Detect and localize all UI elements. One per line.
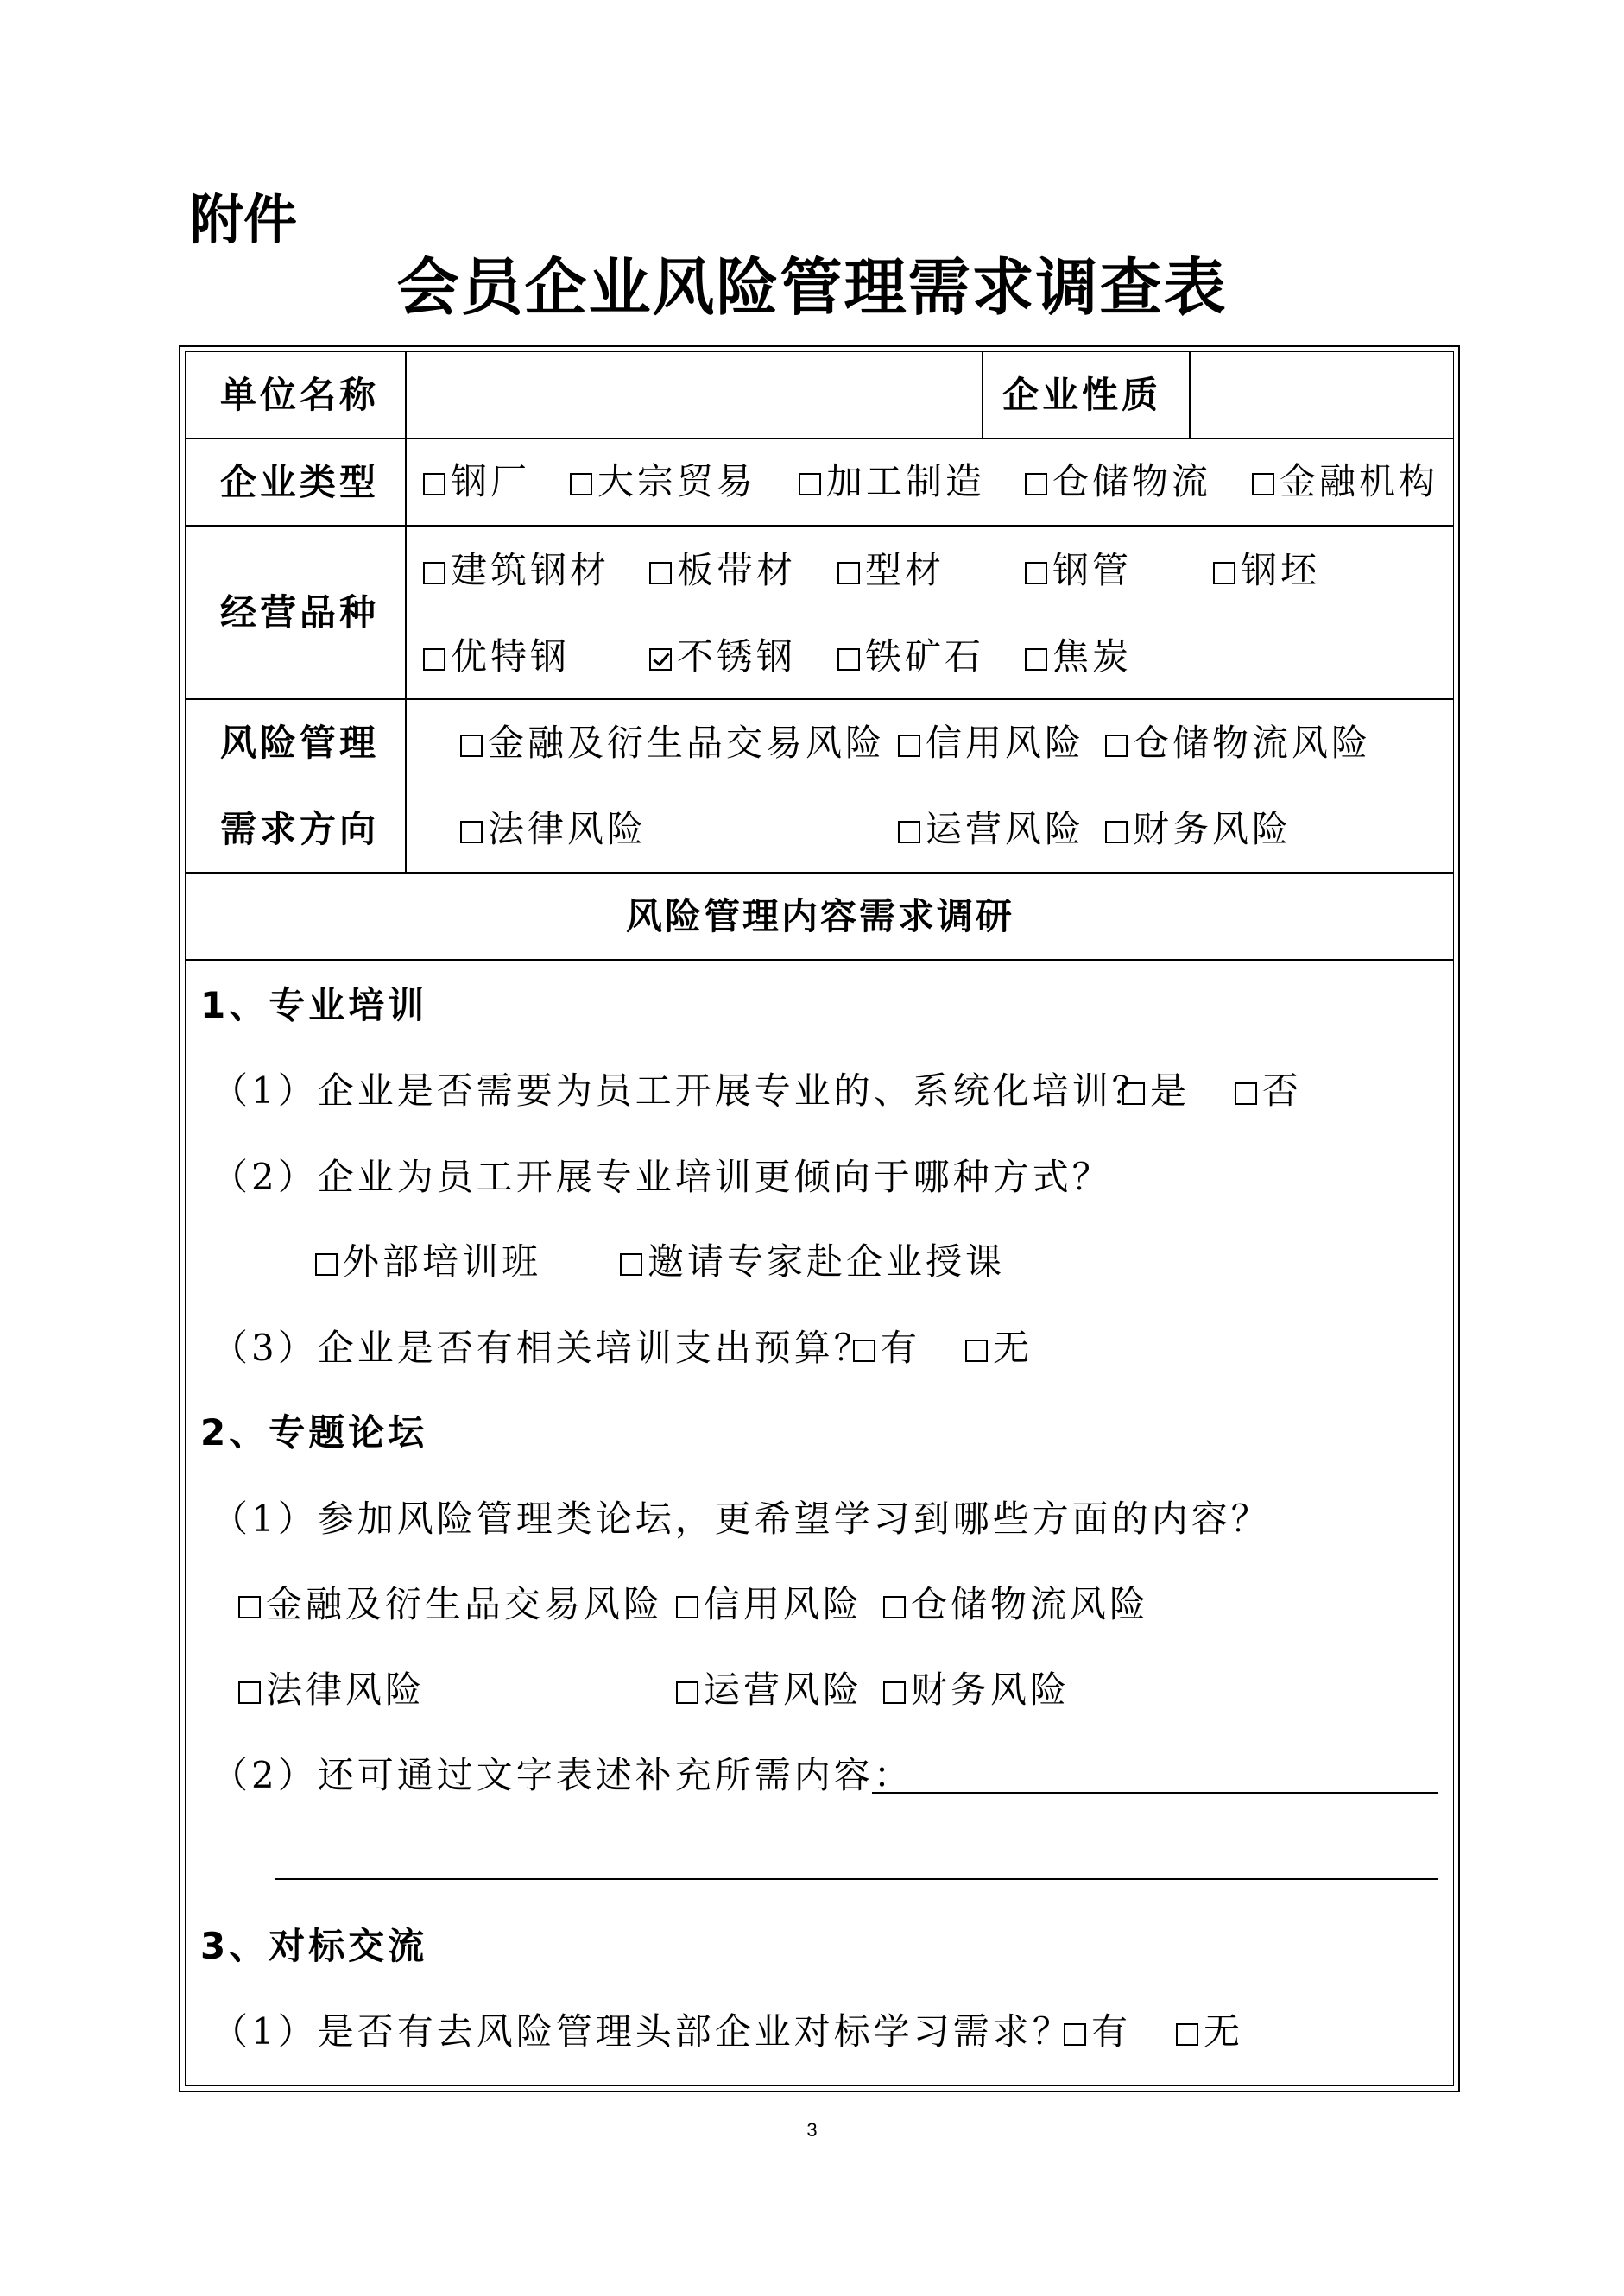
section1-q1-option[interactable]: 否 [1235, 1067, 1302, 1115]
risk-direction-label-line1: 风险管理 [220, 722, 380, 764]
type-option[interactable]: 加工制造 [799, 457, 985, 506]
section2-q1-option[interactable]: 运营风险 [676, 1666, 863, 1714]
product-option[interactable]: 焦炭 [1025, 633, 1132, 681]
unit-name-field[interactable] [406, 351, 983, 438]
checkbox[interactable] [898, 735, 920, 757]
risk-direction-label-line2: 需求方向 [220, 808, 380, 850]
page-number: 3 [806, 2119, 818, 2141]
checkbox[interactable] [898, 821, 920, 843]
checkbox[interactable] [853, 1340, 875, 1362]
type-option[interactable]: 大宗贸易 [570, 457, 756, 506]
attachment-label: 附件 [190, 188, 298, 251]
section3-question1: （1）是否有去风险管理头部企业对标学习需求？ [212, 2010, 1072, 2053]
risk-direction-option[interactable]: 运营风险 [898, 805, 1084, 854]
unit-name-label-cell [185, 351, 406, 438]
checkbox[interactable] [315, 1253, 338, 1276]
checkbox[interactable] [965, 1340, 988, 1362]
checkbox[interactable] [1122, 1082, 1145, 1105]
section2-question2: （2）还可通过文字表述补充所需内容： [212, 1754, 913, 1796]
section1-q1-option[interactable]: 是 [1122, 1067, 1190, 1115]
nature-label: 企业性质 [1002, 374, 1162, 416]
section2-q1-option[interactable]: 金融及衍生品交易风险 [238, 1580, 663, 1629]
section2-q1-option[interactable]: 仓储物流风险 [883, 1580, 1149, 1629]
checkbox[interactable] [1025, 473, 1047, 495]
risk-direction-option[interactable]: 信用风险 [898, 719, 1084, 767]
nature-field[interactable] [1190, 351, 1454, 438]
checkbox[interactable] [649, 562, 672, 584]
product-option[interactable]: 钢坯 [1213, 546, 1320, 595]
checkbox[interactable] [570, 473, 592, 495]
research-header-cell [185, 873, 1454, 960]
checkbox[interactable] [676, 1596, 698, 1618]
checkbox[interactable] [423, 648, 445, 671]
section2-q1-option[interactable]: 信用风险 [676, 1580, 863, 1629]
section3-title: 3、对标交流 [200, 1925, 428, 1967]
risk-direction-option[interactable]: 仓储物流风险 [1105, 719, 1371, 767]
section1-q3-option[interactable]: 有 [853, 1324, 920, 1372]
checkbox-checked[interactable] [649, 648, 672, 671]
section3-q1-option[interactable]: 有 [1064, 2008, 1131, 2056]
checkbox[interactable] [460, 735, 483, 757]
type-option[interactable]: 钢厂 [423, 457, 530, 506]
section1-q2-option[interactable]: 外部培训班 [315, 1238, 541, 1286]
section1-title: 1、专业培训 [200, 984, 428, 1026]
checkbox[interactable] [1252, 473, 1274, 495]
checkbox[interactable] [1105, 821, 1128, 843]
section1-question3: （3）企业是否有相关培训支出预算？ [212, 1327, 874, 1369]
unit-name-label: 单位名称 [220, 374, 380, 416]
products-label: 经营品种 [220, 591, 380, 634]
checkbox[interactable] [1025, 648, 1047, 671]
answer-underline[interactable] [275, 1878, 1438, 1880]
section1-q2-option[interactable]: 邀请专家赴企业授课 [620, 1238, 1005, 1286]
risk-direction-option[interactable]: 法律风险 [460, 805, 647, 854]
checkbox[interactable] [1025, 562, 1047, 584]
products-label-cell [185, 526, 406, 699]
section1-q3-option[interactable]: 无 [965, 1324, 1033, 1372]
checkbox[interactable] [1064, 2023, 1086, 2046]
section2-question1: （1）参加风险管理类论坛，更希望学习到哪些方面的内容？ [212, 1498, 1271, 1540]
type-option[interactable]: 金融机构 [1252, 457, 1438, 506]
type-option[interactable]: 仓储物流 [1025, 457, 1211, 506]
checkbox[interactable] [1235, 1082, 1257, 1105]
section2-q1-option[interactable]: 法律风险 [238, 1666, 425, 1714]
section1-question1: （1）企业是否需要为员工开展专业的、系统化培训？ [212, 1069, 1152, 1112]
checkbox[interactable] [1176, 2023, 1198, 2046]
checkbox[interactable] [883, 1681, 906, 1704]
type-label: 企业类型 [220, 461, 380, 503]
product-option[interactable]: 型材 [837, 546, 945, 595]
product-option[interactable]: 优特钢 [423, 633, 570, 681]
type-label-cell [185, 438, 406, 526]
product-option[interactable]: 板带材 [649, 546, 796, 595]
product-option[interactable]: 建筑钢材 [423, 546, 610, 595]
checkbox[interactable] [676, 1681, 698, 1704]
section2-title: 2、专题论坛 [200, 1411, 428, 1454]
section3-q1-option[interactable]: 无 [1176, 2008, 1243, 2056]
checkbox[interactable] [1105, 735, 1128, 757]
checkbox[interactable] [883, 1596, 906, 1618]
nature-label-cell [983, 351, 1190, 438]
checkbox[interactable] [423, 562, 445, 584]
research-header: 风险管理内容需求调研 [625, 895, 1014, 937]
product-option[interactable]: 钢管 [1025, 546, 1132, 595]
product-option[interactable]: 铁矿石 [837, 633, 984, 681]
checkbox[interactable] [799, 473, 821, 495]
checkbox[interactable] [238, 1681, 261, 1704]
checkbox[interactable] [837, 562, 860, 584]
risk-direction-label-cell [185, 699, 406, 873]
section1-question2: （2）企业为员工开展专业培训更倾向于哪种方式？ [212, 1156, 1112, 1198]
checkbox[interactable] [837, 648, 860, 671]
checkbox[interactable] [1213, 562, 1235, 584]
answer-underline[interactable] [872, 1792, 1438, 1794]
document-title: 会员企业风险管理需求调查表 [396, 251, 1228, 324]
checkbox[interactable] [620, 1253, 642, 1276]
checkbox[interactable] [460, 821, 483, 843]
section2-q1-option[interactable]: 财务风险 [883, 1666, 1070, 1714]
risk-direction-option[interactable]: 金融及衍生品交易风险 [460, 719, 885, 767]
checkbox[interactable] [423, 473, 445, 495]
risk-direction-option[interactable]: 财务风险 [1105, 805, 1292, 854]
checkbox[interactable] [238, 1596, 261, 1618]
product-option[interactable]: 不锈钢 [649, 633, 796, 681]
